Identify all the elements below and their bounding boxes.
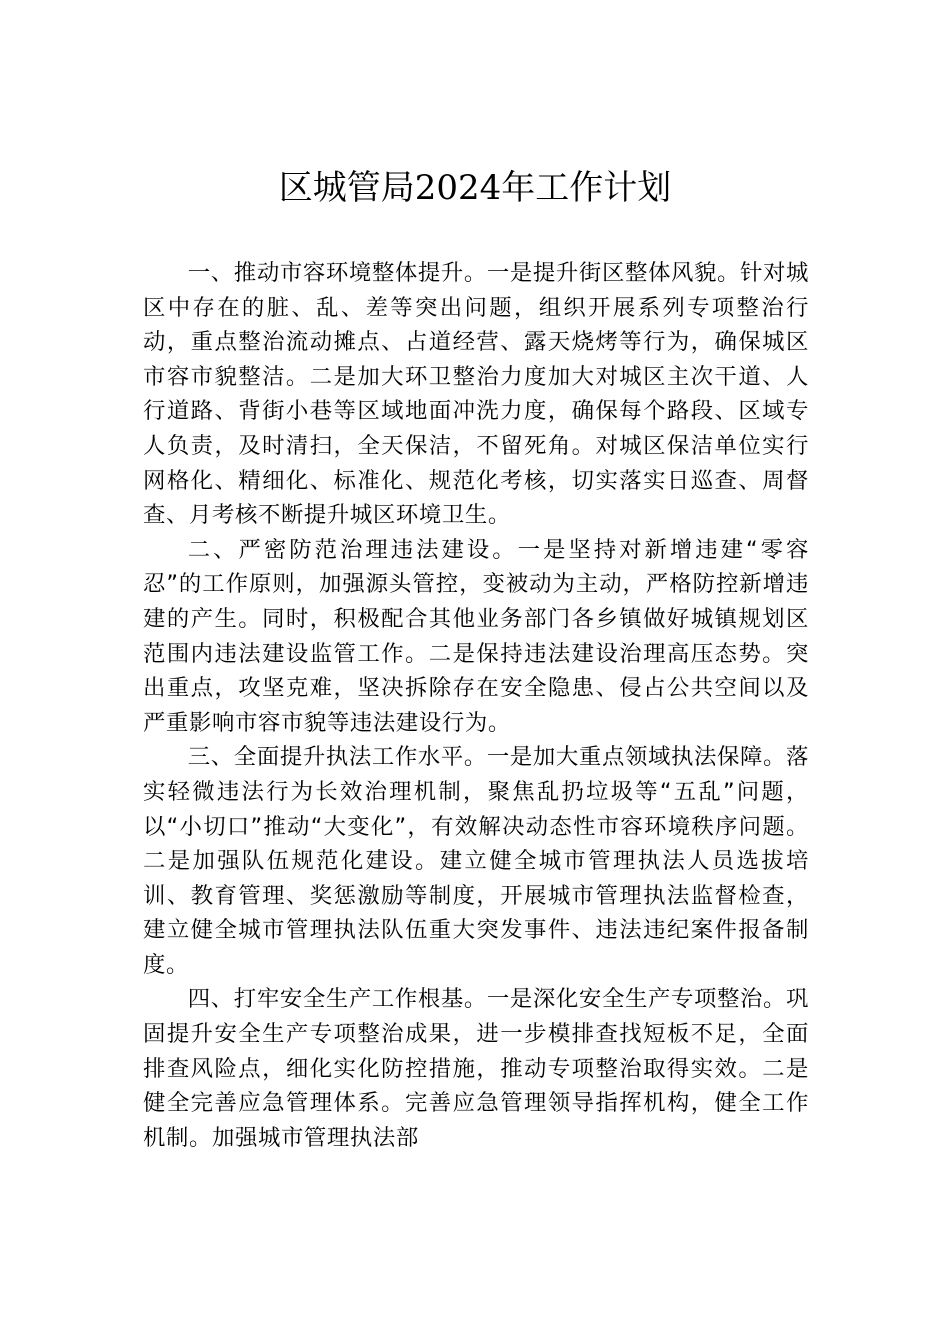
paragraph-text: 一是加大重点领域执法保障。落实轻微违法行为长效治理机制，聚焦乱扔垃圾等“五乱”问题，以“小切口”推动“大变化”，有效解决动态性市容环境秩序问题。二是加强队伍规范化建设。建立健全城市管理执法人员选拔培训、教育管理、奖惩激励等制度，开展城市管理执法监督检查，建立健全城市管理执法队伍重大突发事件、违法违纪案件报备制度。 [143, 744, 809, 978]
paragraph-3 [143, 740, 809, 982]
paragraph-1 [143, 256, 809, 533]
paragraph-heading: 三、全面提升执法工作水平。 [187, 744, 487, 771]
paragraph-heading: 四、打牢安全生产工作根基。 [187, 986, 487, 1013]
paragraph-heading: 一、推动市容环境整体提升。 [187, 260, 487, 286]
document-body [143, 256, 809, 1155]
paragraph-text: 一是坚持对新增违建“零容忍”的工作原则，加强源头管控，变被动为主动，严格防控新增违建的产生。同时，积极配合其他业务部门各乡镇做好城镇规划区范围内违法建设监管工作。二是保持违法建设治理高压态势。突出重点，攻坚克难，坚决拆除存在安全隐患、侵占公共空间以及严重影响市容市貌等违法建设行为。 [143, 536, 809, 736]
paragraph-2 [143, 533, 809, 741]
paragraph-text: 一是深化安全生产专项整治。巩固提升安全生产专项整治成果，进一步模排查找短板不足，全面排查风险点，细化实化防控措施，推动专项整治取得实效。二是健全完善应急管理体系。完善应急管理领导指挥机构，健全工作机制。加强城市管理执法部 [143, 986, 809, 1151]
paragraph-4 [143, 982, 809, 1155]
paragraph-text: 一是提升街区整体风貌。针对城区中存在的脏、乱、差等突出问题，组织开展系列专项整治行动，重点整治流动摊点、占道经营、露天烧烤等行为，确保城区市容市貌整洁。二是加大环卫整治力度加大对城区主次干道、人行道路、背街小巷等区域地面冲洗力度，确保每个路段、区域专人负责，及时清扫，全天保洁，不留死角。对城区保洁单位实行网格化、精细化、标准化、规范化考核，切实落实日巡查、周督查、月考核不断提升城区环境卫生。 [143, 260, 809, 529]
document-title: 区城管局2024年工作计划 [278, 168, 672, 208]
paragraph-heading: 二、严密防范治理违法建设。 [187, 536, 518, 563]
